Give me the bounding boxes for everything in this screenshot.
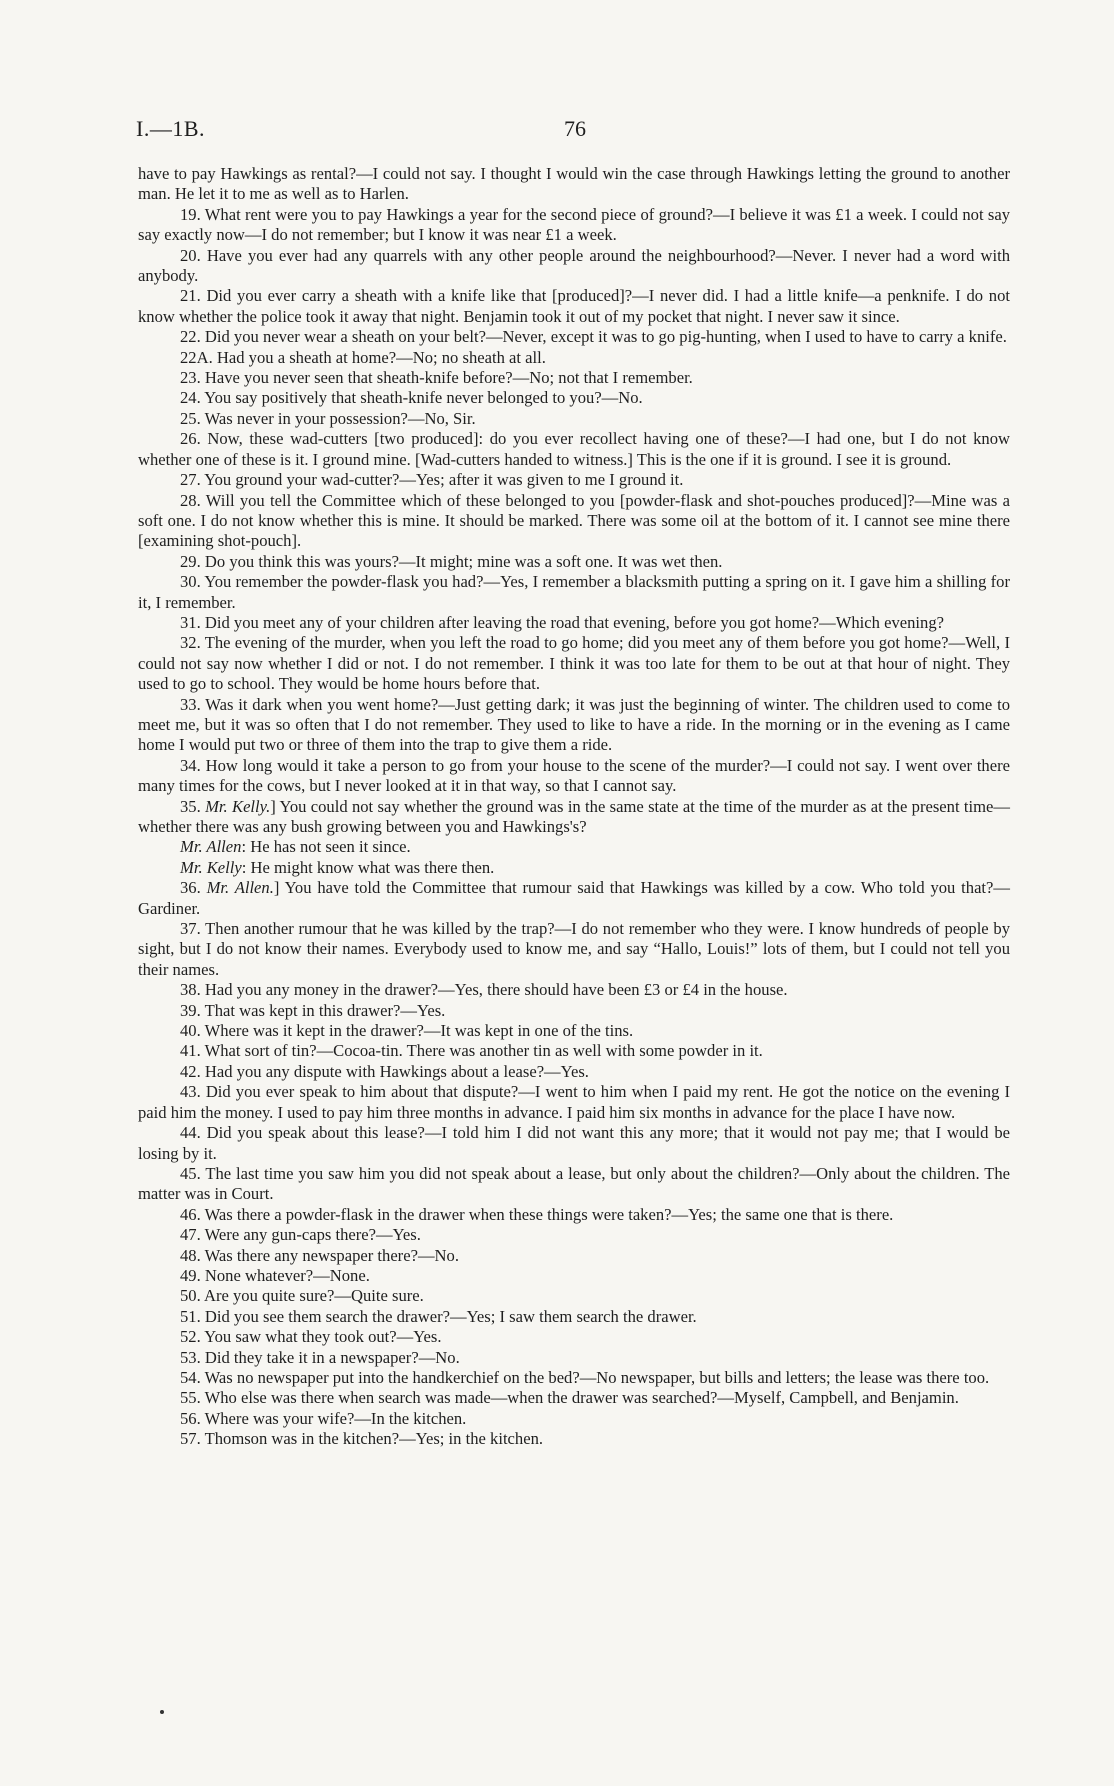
evidence-paragraph	[138, 327, 1010, 347]
evidence-paragraph	[138, 286, 1010, 327]
paragraph-text: 56. Where was your wife?—In the kitchen.	[180, 1408, 467, 1428]
paragraph-text: 30. You remember the powder-flask you had?—Yes, I remember a blacksmith putting a spring on it. I gave him a shilling for it, I remember.	[138, 572, 1010, 612]
speaker-name: Mr. Kelly.	[205, 796, 271, 816]
evidence-paragraph	[138, 756, 1010, 797]
evidence-paragraph	[138, 837, 1010, 857]
evidence-paragraph	[138, 858, 1010, 878]
paragraph-text: 46. Was there a powder-flask in the drawer when these things were taken?—Yes; the same one that is there.	[180, 1204, 894, 1224]
evidence-paragraph	[138, 572, 1010, 613]
evidence-paragraph	[138, 1266, 1010, 1286]
evidence-paragraph	[138, 409, 1010, 429]
evidence-paragraph	[138, 246, 1010, 287]
paragraph-text: 27. You ground your wad-cutter?—Yes; after it was given to me I ground it.	[180, 470, 684, 490]
paragraph-text: 28. Will you tell the Committee which of these belonged to you [powder-flask and shot-pouches produced]?—Mine was a soft one. I do not know whether this is mine. It should be marked. There was some oil at the bottom of it. I cannot see mine there [examining shot-pouch].	[138, 490, 1010, 551]
paragraph-text: 35.	[180, 796, 206, 816]
paragraph-text: 38. Had you any money in the drawer?—Yes, there should have been £3 or £4 in the house.	[180, 980, 788, 1000]
paragraph-text: 26. Now, these wad-cutters [two produced]: do you ever recollect having one of these?—I had one, but I do not know whether one of these is it. I ground mine. [Wad-cutters handed to witness.] This is the one if it is ground. I see it is ground.	[138, 429, 1010, 469]
paragraph-text: 40. Where was it kept in the drawer?—It was kept in one of the tins.	[180, 1021, 634, 1041]
page-header	[136, 116, 1014, 150]
evidence-paragraph	[138, 348, 1010, 368]
evidence-paragraph	[138, 919, 1010, 980]
evidence-paragraph	[138, 1286, 1010, 1306]
paragraph-text: 21. Did you ever carry a sheath with a knife like that [produced]?—I never did. I had a little knife—a penknife. I do not know whether the police took it away that night. Benjamin took it out of my pocket that night. I never saw it since.	[138, 286, 1010, 326]
paragraph-text: 22. Did you never wear a sheath on your belt?—Never, except it was to go pig-hunting, when I used to have to carry a knife.	[180, 327, 1007, 347]
evidence-paragraph	[138, 1246, 1010, 1266]
paragraph-text: 51. Did you see them search the drawer?—Yes; I saw them search the drawer.	[180, 1306, 697, 1326]
page-number: 76	[564, 116, 586, 141]
paragraph-text: 45. The last time you saw him you did not speak about a lease, but only about the children?—Only about the children. The matter was in Court.	[138, 1163, 1010, 1204]
paragraph-text: 41. What sort of tin?—Cocoa-tin. There was another tin as well with some powder in it.	[180, 1041, 763, 1061]
speaker-name: Mr. Allen	[180, 837, 242, 857]
paragraph-text: 42. Had you any dispute with Hawkings about a lease?—Yes.	[180, 1061, 589, 1081]
paragraph-text: 33. Was it dark when you went home?—Just getting dark; it was just the beginning of winter. The children used to come to meet me, but it was so often that I do not remember. They used to like to have a ride. In the morning or in the evening as I came home I would put two or three of them into the trap to give them a ride.	[138, 694, 1010, 755]
evidence-paragraph	[138, 1348, 1010, 1368]
paragraph-text: 48. Was there any newspaper there?—No.	[180, 1245, 459, 1265]
paragraph-text: 52. You saw what they took out?—Yes.	[180, 1327, 442, 1347]
evidence-paragraph	[138, 1021, 1010, 1041]
evidence-paragraph	[138, 1205, 1010, 1225]
paragraph-text: 34. How long would it take a person to go from your house to the scene of the murder?—I could not say. I went over there many times for the cows, but I never looked at it in that way, so that I cannot say.	[138, 755, 1010, 796]
evidence-paragraph	[138, 205, 1010, 246]
paragraph-text: 50. Are you quite sure?—Quite sure.	[180, 1286, 424, 1306]
evidence-text	[138, 164, 1010, 1450]
paragraph-text: 43. Did you ever speak to him about that dispute?—I went to him when I paid my rent. He got the notice on the evening I paid him the money. I used to pay him three months in advance. I paid him six months in advance for the place I have now.	[138, 1082, 1010, 1122]
evidence-paragraph	[138, 1225, 1010, 1245]
evidence-paragraph	[138, 1082, 1010, 1123]
evidence-paragraph	[138, 797, 1010, 838]
paragraph-text: 55. Who else was there when search was made—when the drawer was searched?—Myself, Campbell, and Benjamin.	[180, 1388, 959, 1408]
evidence-paragraph	[138, 1307, 1010, 1327]
evidence-paragraph	[138, 1001, 1010, 1021]
paragraph-text: ] You have told the Committee that rumour said that Hawkings was killed by a cow. Who told you that?—Gardiner.	[138, 878, 1011, 918]
paragraph-text: 54. Was no newspaper put into the handkerchief on the bed?—No newspaper, but bills and letters; the lease was there too.	[180, 1367, 990, 1387]
evidence-paragraph	[138, 368, 1010, 388]
evidence-paragraph	[138, 1409, 1010, 1429]
paragraph-text: 37. Then another rumour that he was killed by the trap?—I do not remember who they were. I know hundreds of people by sight, but I do not know their names. Everybody used to know me, and say “Hallo, Louis!” lots of them, but I could not tell you their names.	[138, 919, 1010, 979]
evidence-paragraph	[138, 1041, 1010, 1061]
paragraph-text: 20. Have you ever had any quarrels with any other people around the neighbourhood?—Never. I never had a word with anybody.	[138, 245, 1010, 286]
evidence-paragraph	[138, 633, 1010, 694]
evidence-paragraph	[138, 429, 1010, 470]
evidence-paragraph	[138, 1327, 1010, 1347]
speaker-name: Mr. Kelly	[180, 857, 242, 877]
evidence-paragraph	[138, 491, 1010, 552]
paragraph-text: 39. That was kept in this drawer?—Yes.	[180, 1000, 446, 1020]
parliamentary-paper-reference: I.—1B.	[136, 116, 205, 141]
continued-paragraph	[138, 164, 1010, 205]
paragraph-text: 32. The evening of the murder, when you left the road to go home; did you meet any of them before you got home?—Well, I could not say now whether I did or not. I do not remember. I think it was too late for them to be out at that hour of night. They used to go to school. They would be home hours before that.	[138, 633, 1010, 694]
paragraph-text: 36.	[180, 878, 207, 898]
evidence-paragraph	[138, 470, 1010, 490]
evidence-paragraph	[138, 878, 1010, 919]
paragraph-text: ] You could not say whether the ground was in the same state at the time of the murder as at the present time—whether there was any bush growing between you and Hawkings's?	[138, 796, 1010, 836]
evidence-paragraph	[138, 695, 1010, 756]
ink-speck	[160, 1710, 164, 1714]
paragraph-text: 49. None whatever?—None.	[180, 1265, 370, 1285]
paragraph-text: 31. Did you meet any of your children after leaving the road that evening, before you got home?—Which evening?	[180, 612, 944, 632]
evidence-paragraph	[138, 1062, 1010, 1082]
evidence-paragraph	[138, 388, 1010, 408]
speaker-name: Mr. Allen.	[206, 878, 274, 898]
paragraph-text: 29. Do you think this was yours?—It might; mine was a soft one. It was wet then.	[180, 551, 723, 571]
paragraph-text: 22A. Had you a sheath at home?—No; no sheath at all.	[180, 347, 546, 367]
evidence-paragraph	[138, 613, 1010, 633]
evidence-paragraph	[138, 980, 1010, 1000]
evidence-paragraph	[138, 1368, 1010, 1388]
paragraph-text: 57. Thomson was in the kitchen?—Yes; in the kitchen.	[180, 1429, 544, 1449]
paragraph-text: : He has not seen it since.	[241, 837, 411, 857]
paragraph-text: 24. You say positively that sheath-knife never belonged to you?—No.	[180, 388, 643, 408]
paragraph-text: 25. Was never in your possession?—No, Sir.	[180, 408, 476, 428]
evidence-paragraph	[138, 1164, 1010, 1205]
paragraph-text: 53. Did they take it in a newspaper?—No.	[180, 1347, 460, 1367]
evidence-paragraph	[138, 1429, 1010, 1449]
paragraph-text: 23. Have you never seen that sheath-knife before?—No; not that I remember.	[180, 368, 693, 388]
evidence-paragraph	[138, 1123, 1010, 1164]
paragraph-text: 44. Did you speak about this lease?—I told him I did not want this any more; that it would not pay me; that I would be losing by it.	[138, 1123, 1010, 1163]
paragraph-text: have to pay Hawkings as rental?—I could not say. I thought I would win the case through Hawkings letting the ground to another man. He let it to me as well as to Harlen.	[138, 164, 1010, 204]
paragraph-text: 19. What rent were you to pay Hawkings a year for the second piece of ground?—I believe it was £1 a week. I could not say say exactly now—I do not remember; but I know it was near £1 a week.	[138, 204, 1010, 245]
evidence-paragraph	[138, 1388, 1010, 1408]
evidence-paragraph	[138, 552, 1010, 572]
paragraph-text: : He might know what was there then.	[241, 857, 495, 877]
paragraph-text: 47. Were any gun-caps there?—Yes.	[180, 1225, 421, 1245]
